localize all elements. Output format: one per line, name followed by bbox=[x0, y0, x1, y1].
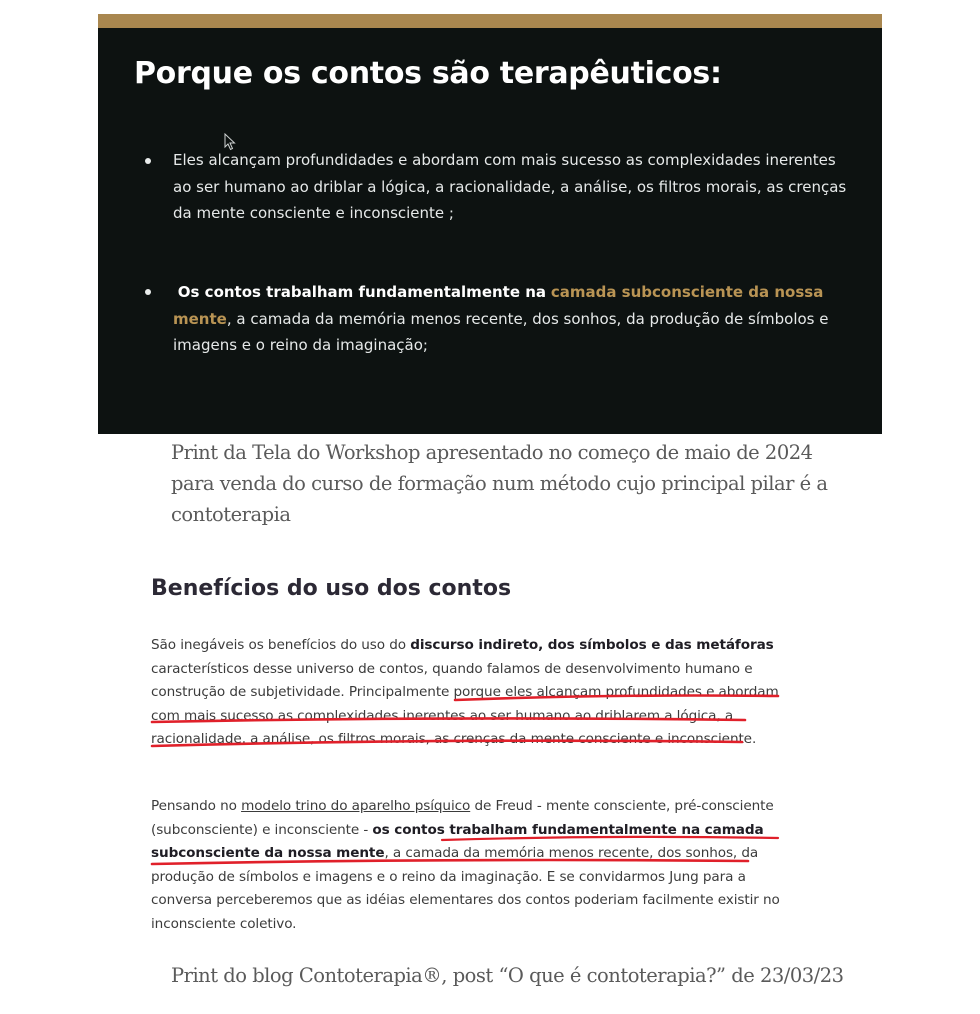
p2-bold: os contos trabalham fundamentalmente na camada subconsciente da nossa mente bbox=[151, 821, 764, 862]
slide-bullet-2-text bbox=[173, 279, 853, 359]
slide-bullet-2-bold: Os contos trabalham fundamentalmente na bbox=[177, 283, 547, 301]
bullet-dot-icon bbox=[145, 158, 151, 164]
slide-title: Porque os contos são terapêuticos: bbox=[134, 56, 722, 91]
freud-model-link[interactable]: modelo trino do aparelho psíquico bbox=[241, 798, 471, 814]
p1-rest: característicos desse universo de contos, quando falamos de desenvolvimento humano e construção de subjetividade. Principalmente porque eles alcançam profundidades e abordam com mais sucesso as complexidades inerentes ao ser humano ao driblarem a lógica, a racionalidade, a análise, os filtros morais, as crenças da mente consciente e inconsciente. bbox=[151, 660, 779, 748]
blog-section-heading: Benefícios do uso dos contos bbox=[151, 576, 512, 601]
workshop-slide-screenshot bbox=[98, 14, 882, 434]
slide-bullet-1-text: Eles alcançam profundidades e abordam com mais sucesso as complexidades inerentes ao ser humano ao driblar a lógica, a racionalidade, a análise, os filtros morais, as crenças da mente consciente e inconsciente ; bbox=[173, 151, 847, 222]
p2-intro: Pensando no bbox=[151, 798, 237, 814]
blog-paragraph-2 bbox=[151, 795, 791, 937]
slide-accent-bar bbox=[98, 14, 882, 28]
p1-intro: São inegáveis os benefícios do uso do bbox=[151, 637, 406, 653]
p2-rest: , a camada da memória menos recente, dos sonhos, da produção de símbolos e imagens e o reino da imaginação. E se convidarmos Jung para a conversa perceberemos que as idéias elementares dos contos poderiam facilmente existir no inconsciente coletivo. bbox=[151, 845, 780, 932]
slide-bullet-2-highlight: camada subconsciente da nossa mente bbox=[173, 283, 824, 328]
p2-freud: de Freud - mente consciente, pré-consciente (subconsciente) e inconsciente - bbox=[151, 798, 774, 838]
p1-bold: discurso indireto, dos símbolos e das metáforas bbox=[410, 637, 774, 653]
bullet-dot-icon bbox=[145, 289, 151, 295]
blog-paragraph-1 bbox=[151, 634, 791, 752]
slide-bullet-2-rest: , a camada da memória menos recente, dos sonhos, da produção de símbolos e imagens e o reino da imaginação; bbox=[173, 309, 829, 354]
blog-caption: Print do blog Contoterapia®, post “O que é contoterapia?” de 23/03/23 bbox=[171, 964, 844, 987]
workshop-caption: Print da Tela do Workshop apresentado no começo de maio de 2024 para venda do curso de formação num método cujo principal pilar é a contoterapia bbox=[171, 441, 828, 526]
